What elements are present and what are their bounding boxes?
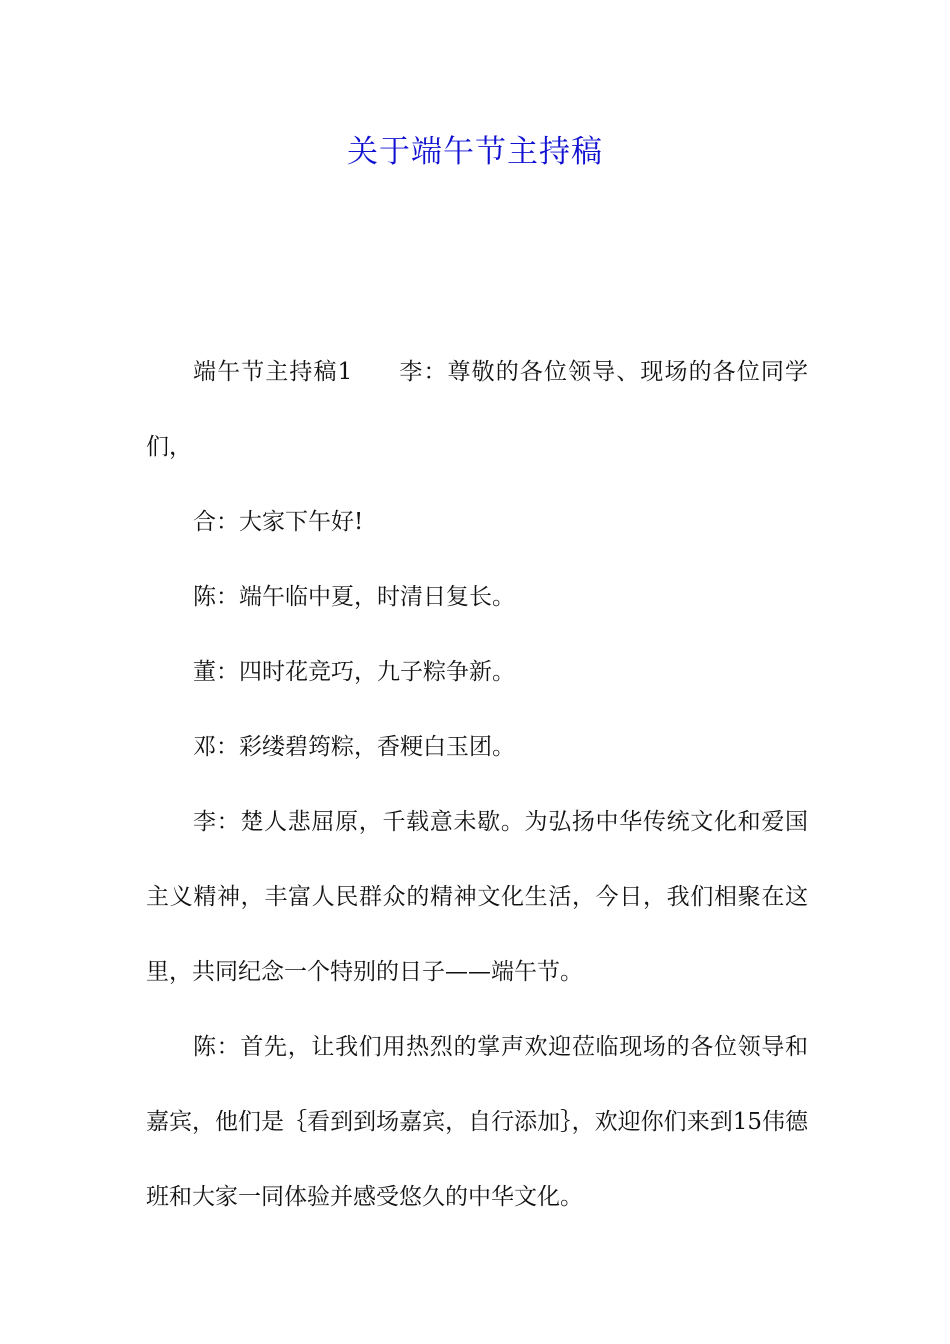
paragraph-2: 合：大家下午好! [193,509,364,535]
document-body [146,335,808,1235]
paragraph-1 [146,335,808,485]
paragraph-4: 董：四时花竞巧，九子粽争新。 [193,659,515,685]
paragraph-5: 邓：彩缕碧筠粽，香粳白玉团。 [193,734,515,760]
paragraph-1-text: 李：尊敬的各位领导、现场的各位同学们， [146,359,808,460]
paragraph-6: 李：楚人悲屈原，千载意未歇。为弘扬中华传统文化和爱国主义精神，丰富人民群众的精神文化生活，今日，我们相聚在这里，共同纪念一个特别的日子——端午节。 [146,809,808,985]
document-title: 关于端午节主持稿 [347,134,603,170]
paragraph-3: 陈：端午临中夏，时清日复长。 [193,584,515,610]
paragraph-7: 陈：首先，让我们用热烈的掌声欢迎莅临现场的各位领导和嘉宾，他们是｛看到到场嘉宾，自行添加｝，欢迎你们来到15伟德班和大家一同体验并感受悠久的中华文化。 [146,1034,808,1210]
section-heading: 端午节主持稿1 [193,359,353,385]
